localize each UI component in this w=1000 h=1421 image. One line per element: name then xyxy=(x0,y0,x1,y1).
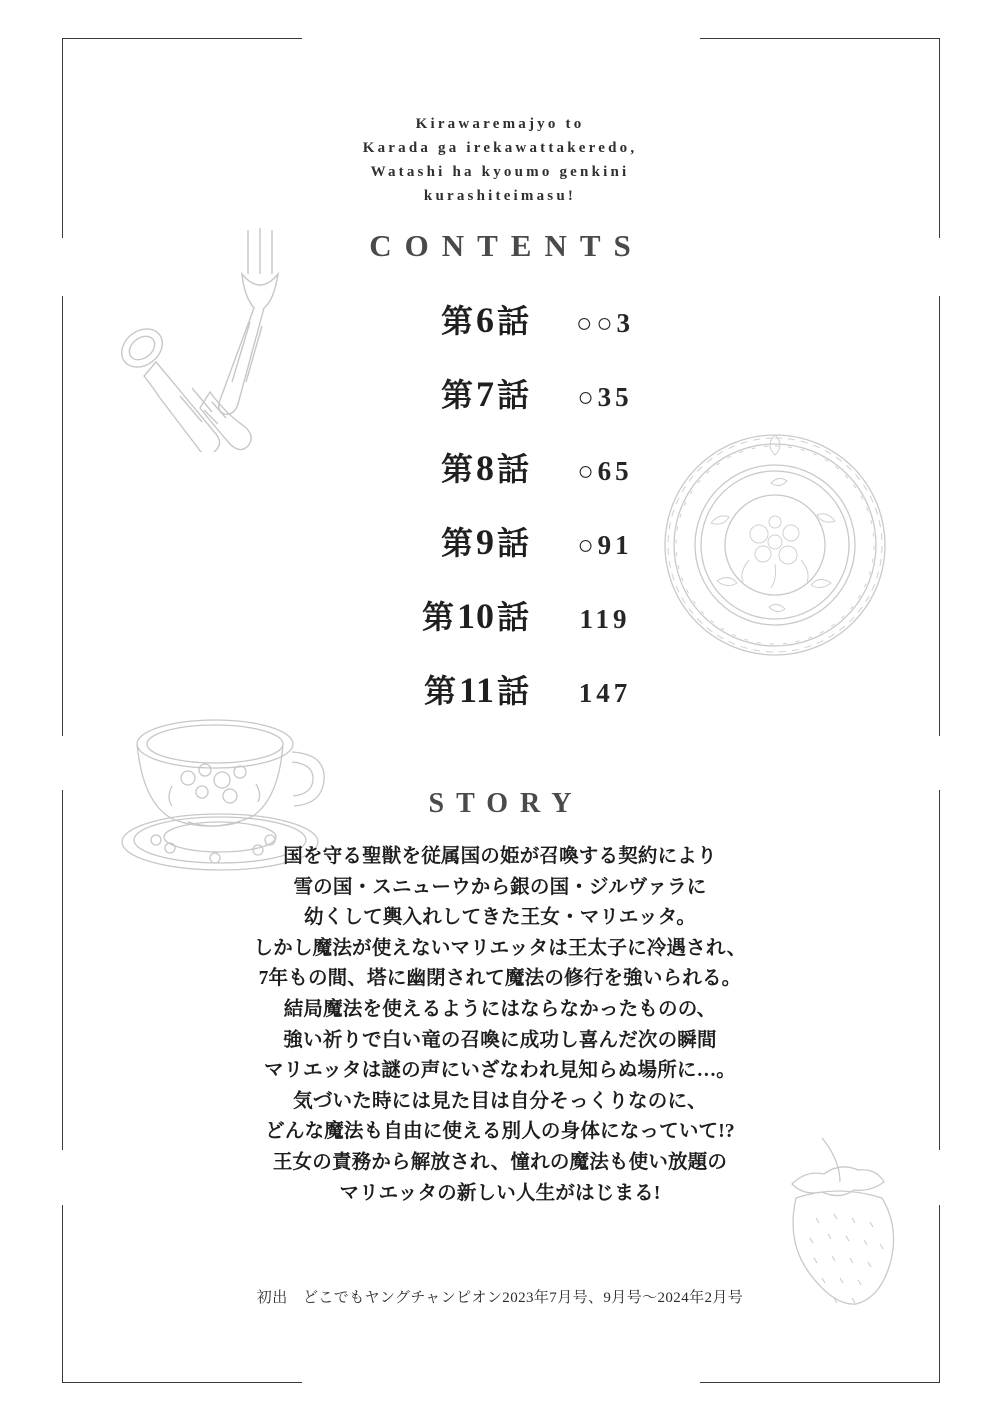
toc-entry-prefix: 第 xyxy=(440,525,474,561)
toc-entry[interactable] xyxy=(330,370,690,444)
story-line: マリエッタの新しい人生がはじまる! xyxy=(339,1182,661,1204)
toc-entry-suffix: 話 xyxy=(496,525,530,561)
frame-line-top-left xyxy=(62,38,302,39)
story-line: しかし魔法が使えないマリエッタは王太子に冷遇され、 xyxy=(253,937,747,959)
story-line: 7年もの間、塔に幽閉されて魔法の修行を強いられる。 xyxy=(258,968,742,990)
toc-entry-suffix: 話 xyxy=(496,599,530,635)
table-of-contents xyxy=(330,296,690,740)
toc-entry[interactable] xyxy=(330,592,690,666)
toc-entry[interactable] xyxy=(330,296,690,370)
toc-entry-number: 10 xyxy=(456,596,495,636)
toc-entry-prefix: 第 xyxy=(421,599,455,635)
toc-entry-label xyxy=(330,592,530,638)
story-line: 国を守る聖獣を従属国の姫が召喚する契約により xyxy=(283,846,717,867)
frame-line-right-middle xyxy=(939,296,940,736)
romanized-title-line-3: Watashi ha kyoumo genkini xyxy=(370,164,630,180)
toc-entry-prefix: 第 xyxy=(440,451,474,487)
toc-entry-suffix: 話 xyxy=(496,377,530,413)
frame-line-bottom-left xyxy=(62,1382,302,1383)
toc-entry-label xyxy=(330,666,530,712)
frame-line-bottom-right xyxy=(700,1382,940,1383)
romanized-title-line-2: Karada ga irekawattakeredo, xyxy=(362,140,638,156)
toc-entry-number: 9 xyxy=(475,522,495,562)
toc-entry-prefix: 第 xyxy=(440,303,474,339)
toc-entry-page: ○91 xyxy=(577,530,633,560)
story-line: 強い祈りで白い竜の召喚に成功し喜んだ次の瞬間 xyxy=(283,1029,717,1051)
toc-entry-label xyxy=(330,296,530,342)
story-body xyxy=(0,842,1000,1209)
toc-entry-number: 7 xyxy=(475,374,495,414)
toc-entry-prefix: 第 xyxy=(440,377,474,413)
story-line: どんな魔法も自由に使える別人の身体になっていて!? xyxy=(265,1121,735,1143)
story-line: 気づいた時には見た目は自分そっくりなのに、 xyxy=(293,1090,707,1112)
frame-line-left-middle xyxy=(62,296,63,736)
romanized-title-line-4: kurashiteimasu! xyxy=(423,188,577,204)
frame-line-top-right xyxy=(700,38,940,39)
romanized-title-line-1: Kirawaremajyo to xyxy=(415,116,585,132)
romanized-title xyxy=(0,112,1000,208)
toc-entry-label xyxy=(330,370,530,416)
toc-entry-number: 11 xyxy=(458,670,495,710)
contents-heading: CONTENTS xyxy=(369,228,644,263)
story-line: 雪の国・スニューウから銀の国・ジルヴァラに xyxy=(293,876,707,898)
story-line: 王女の責務から解放され、憧れの魔法も使い放題の xyxy=(272,1151,728,1173)
toc-entry-suffix: 話 xyxy=(496,303,530,339)
story-line: 幼くして輿入れしてきた王女・マリエッタ。 xyxy=(303,907,697,929)
story-heading: STORY xyxy=(428,788,584,819)
toc-entry[interactable] xyxy=(330,666,690,740)
toc-entry-label xyxy=(330,444,530,490)
toc-entry-number: 8 xyxy=(475,448,495,488)
toc-entry-page: 119 xyxy=(579,604,631,634)
toc-entry-number: 6 xyxy=(475,300,495,340)
toc-entry-page: ○35 xyxy=(577,382,633,412)
toc-entry-label xyxy=(330,518,530,564)
toc-entry-suffix: 話 xyxy=(496,673,530,709)
toc-entry-prefix: 第 xyxy=(423,673,457,709)
toc-entry-suffix: 話 xyxy=(496,451,530,487)
toc-entry-page: ○○3 xyxy=(575,308,635,338)
story-line: 結局魔法を使えるようにはならなかったものの、 xyxy=(283,998,717,1020)
toc-entry-page: 147 xyxy=(578,678,632,708)
story-line: マリエッタは謎の声にいざなわれ見知らぬ場所に…。 xyxy=(263,1060,737,1082)
toc-entry[interactable] xyxy=(330,444,690,518)
toc-entry[interactable] xyxy=(330,518,690,592)
toc-entry-page: ○65 xyxy=(577,456,633,486)
publication-footnote: 初出 どこでもヤングチャンピオン2023年7月号、9月号〜2024年2月号 xyxy=(256,1290,744,1306)
